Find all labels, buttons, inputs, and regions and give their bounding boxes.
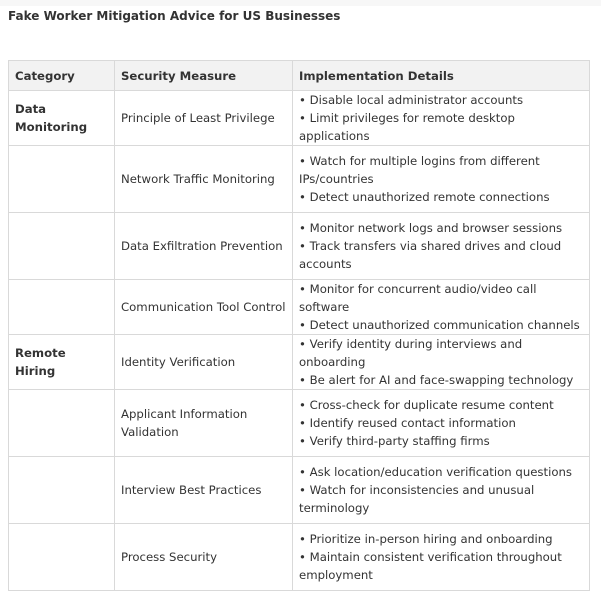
security-measure-cell: Data Exfiltration Prevention — [115, 213, 293, 280]
category-cell — [9, 457, 115, 524]
details-cell — [293, 280, 590, 335]
detail-item: • Detect unauthorized communication channels — [299, 318, 580, 332]
security-measure-cell: Principle of Least Privilege — [115, 91, 293, 146]
details-cell — [293, 457, 590, 524]
table-row — [9, 91, 590, 146]
details-cell — [293, 390, 590, 457]
security-measure-cell: Identity Verification — [115, 335, 293, 390]
security-measure-cell: Network Traffic Monitoring — [115, 146, 293, 213]
table-row — [9, 280, 590, 335]
security-measure-cell: Interview Best Practices — [115, 457, 293, 524]
detail-item: • Monitor network logs and browser sessions — [299, 221, 563, 235]
category-cell — [9, 524, 115, 591]
table-row — [9, 146, 590, 213]
header-row — [9, 61, 590, 91]
details-cell — [293, 213, 590, 280]
category-cell — [9, 280, 115, 335]
details-cell — [293, 91, 590, 146]
detail-item: • Prioritize in-person hiring and onboarding — [299, 532, 553, 546]
detail-item: • Be alert for AI and face-swapping technology — [299, 373, 574, 387]
table-row — [9, 335, 590, 390]
column-header-implementation-details: Implementation Details — [293, 61, 590, 91]
security-measure-cell: Applicant Information Validation — [115, 390, 293, 457]
security-measure-cell: Process Security — [115, 524, 293, 591]
detail-item: • Watch for multiple logins from different IPs/countries — [299, 154, 540, 186]
mitigation-table — [8, 60, 590, 591]
detail-item: • Monitor for concurrent audio/video call software — [299, 282, 537, 314]
table-row — [9, 390, 590, 457]
detail-item: • Identify reused contact information — [299, 416, 516, 430]
page-title: Fake Worker Mitigation Advice for US Businesses — [8, 9, 341, 23]
details-cell — [293, 524, 590, 591]
detail-item: • Watch for inconsistencies and unusual terminology — [299, 483, 535, 515]
category-cell: Data Monitoring — [9, 91, 115, 146]
security-measure-cell: Communication Tool Control — [115, 280, 293, 335]
category-cell — [9, 213, 115, 280]
details-cell — [293, 335, 590, 390]
column-header-security-measure: Security Measure — [115, 61, 293, 91]
detail-item: • Maintain consistent verification throughout employment — [299, 550, 562, 582]
detail-item: • Verify identity during interviews and onboarding — [299, 337, 523, 369]
category-cell — [9, 146, 115, 213]
category-cell — [9, 390, 115, 457]
detail-item: • Verify third-party staffing firms — [299, 434, 490, 448]
table-row — [9, 457, 590, 524]
table-row — [9, 524, 590, 591]
column-header-category: Category — [9, 61, 115, 91]
detail-item: • Limit privileges for remote desktop applications — [299, 111, 515, 143]
top-strip — [0, 0, 601, 6]
detail-item: • Track transfers via shared drives and cloud accounts — [299, 239, 562, 271]
detail-item: • Cross-check for duplicate resume content — [299, 398, 554, 412]
table-row — [9, 213, 590, 280]
detail-item: • Disable local administrator accounts — [299, 93, 524, 107]
detail-item: • Ask location/education verification questions — [299, 465, 572, 479]
detail-item: • Detect unauthorized remote connections — [299, 190, 550, 204]
details-cell — [293, 146, 590, 213]
category-cell: Remote Hiring — [9, 335, 115, 390]
